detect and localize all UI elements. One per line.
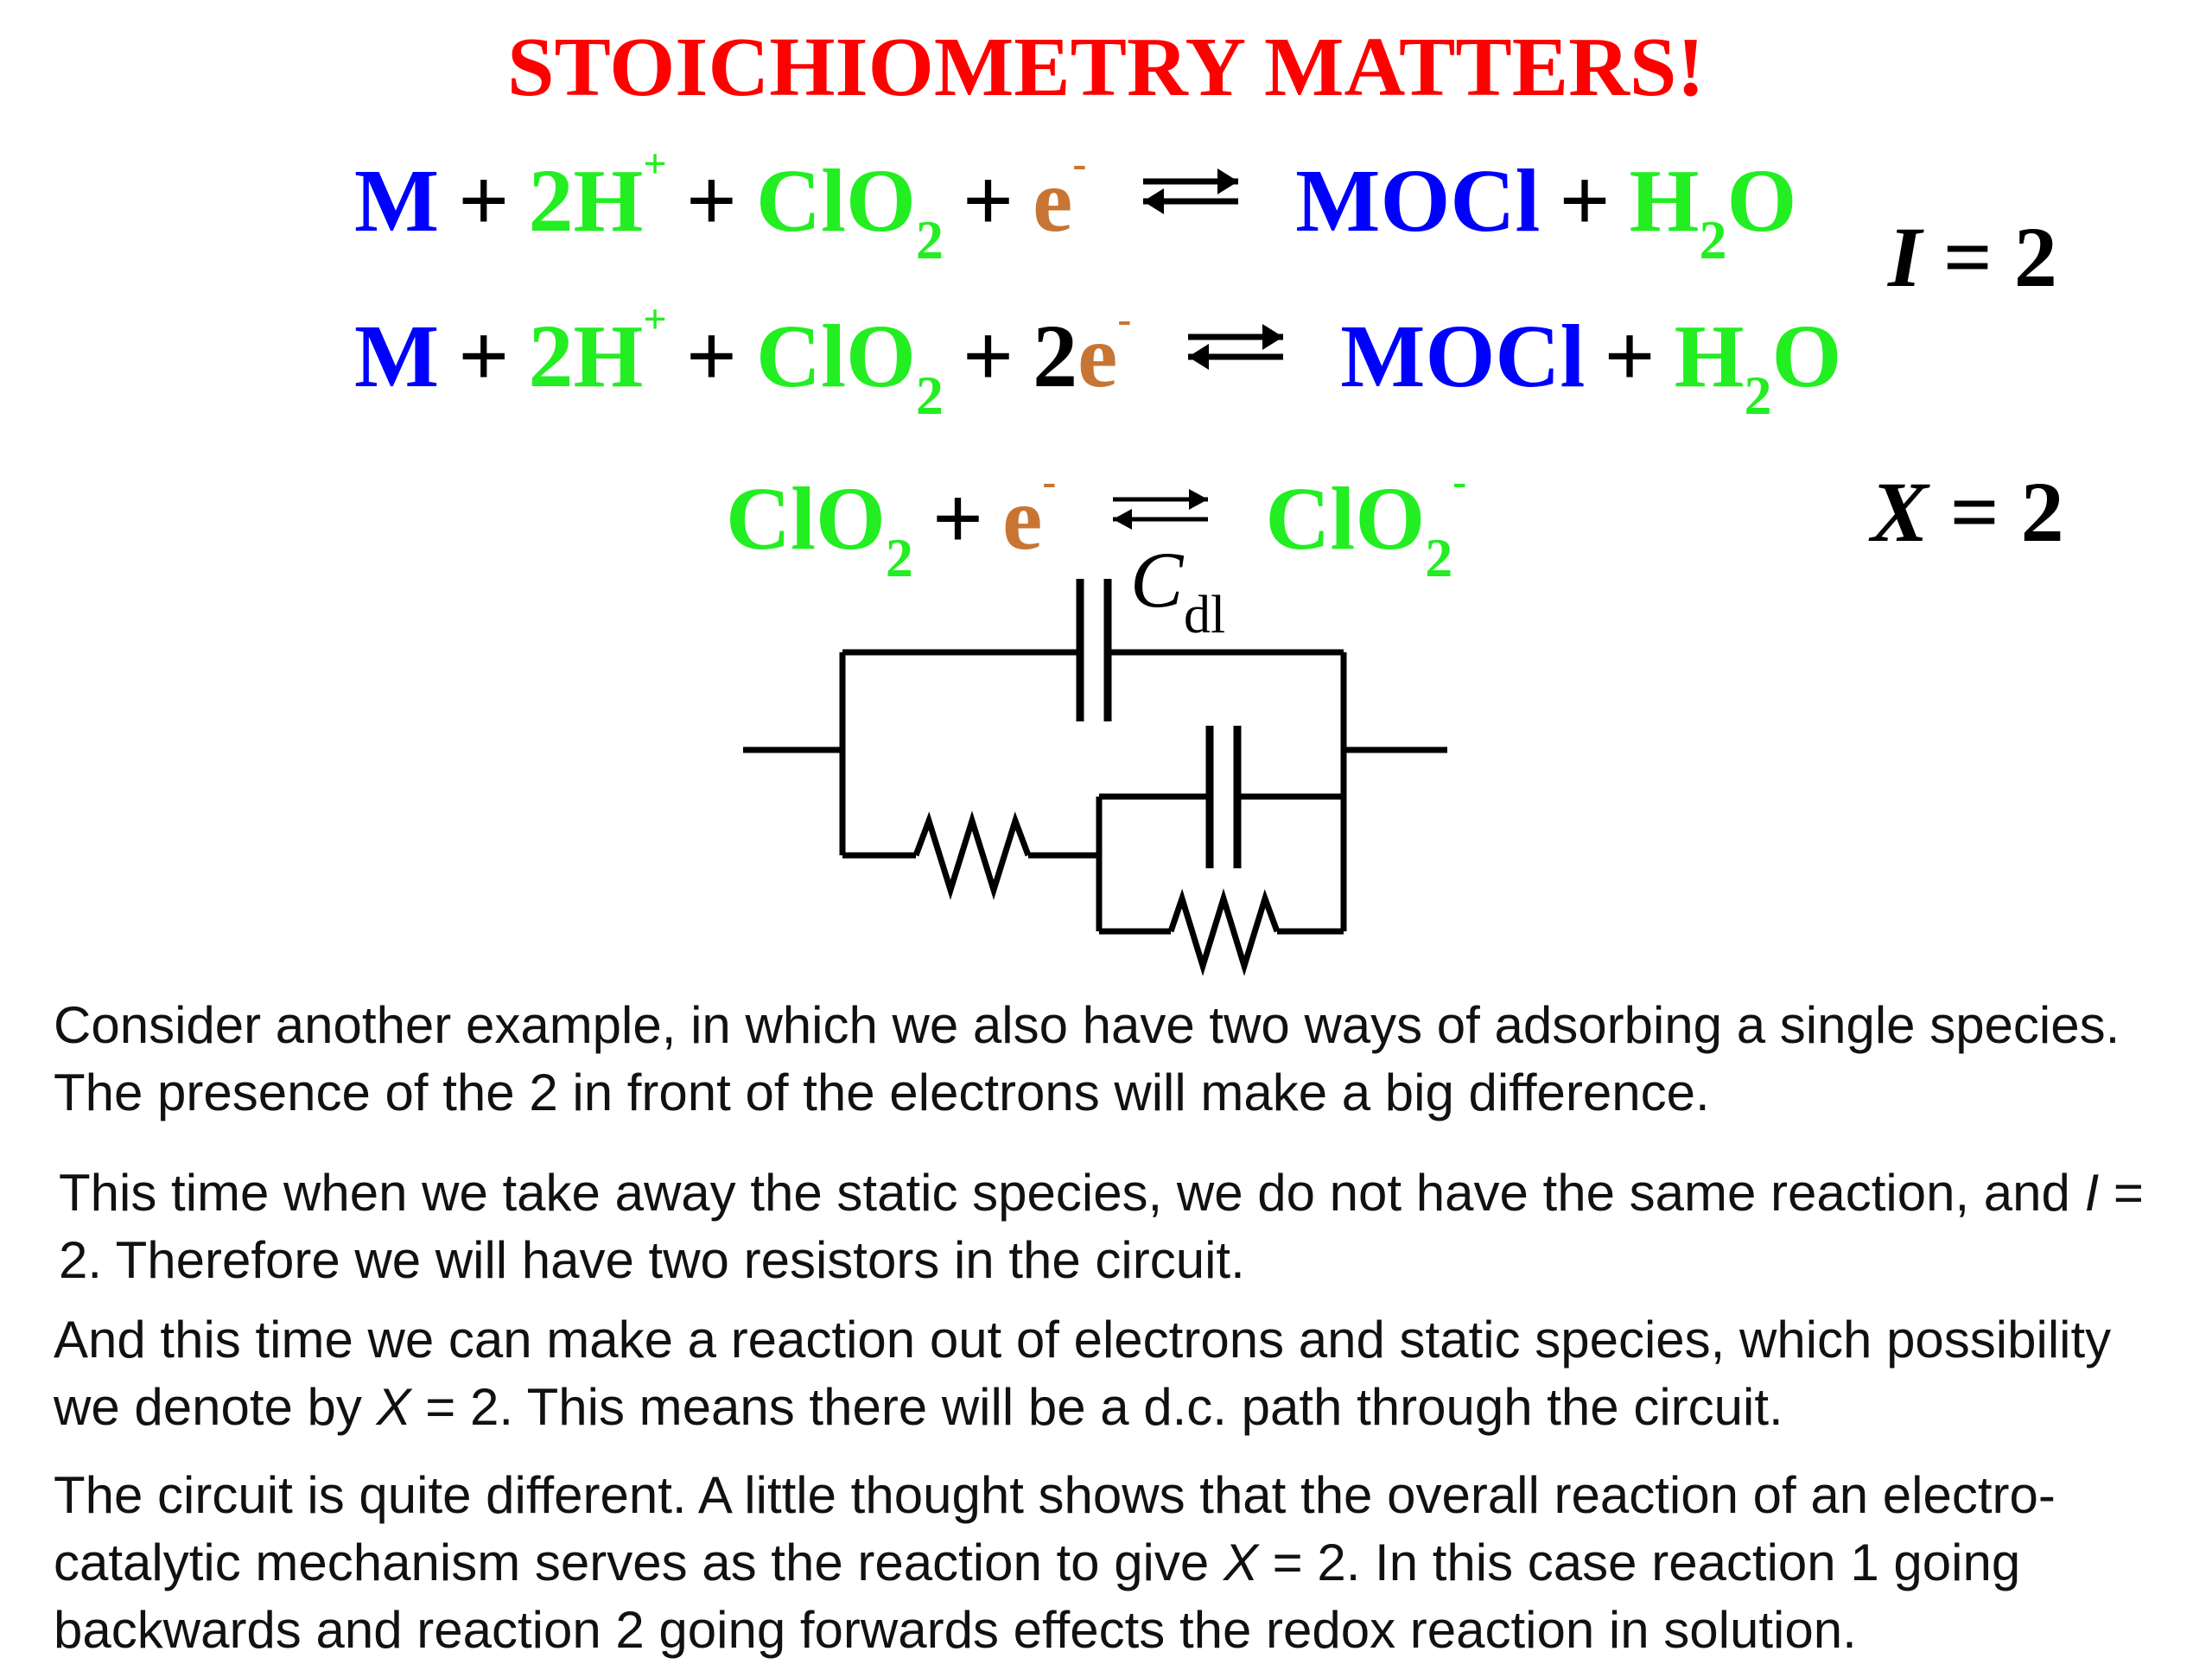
cdl-label: C [1130, 536, 1184, 624]
species-proton: 2H+ [528, 141, 667, 251]
label-x-equals: X = 2 [1871, 464, 2064, 560]
resistor-1 [916, 821, 1028, 890]
species-proton: 2H+ [528, 296, 667, 406]
paragraph-3: And this time we can make a reaction out of electrons and static species, which possibility we denote by X = 2. This means there will be a d.c. path through the circuit. [54, 1311, 2112, 1436]
paragraph-1: Consider another example, in which we also have two ways of adsorbing a single species. The presence of the 2 in front of the electrons will make a big difference. [54, 996, 2120, 1121]
species-clo2: ClO$_2$ [726, 469, 913, 588]
species-clo2: ClO$_2$ [755, 151, 944, 270]
species-mocl: MOCl [1340, 307, 1586, 406]
reaction-2: M + 2H+ + ClO$_2$ + 2e- MOCl + $H_2O$ [354, 296, 1842, 426]
species-m: M [354, 307, 440, 406]
electron-coefficient: 2 [1033, 307, 1078, 406]
reaction-3: ClO$_2$ + e- ClO$_2$- [726, 459, 1467, 588]
species-electron: e- [1077, 296, 1132, 406]
species-water: $H_2O$ [1629, 151, 1797, 270]
species-electron: e- [1002, 459, 1057, 568]
species-chlorite: ClO$_2$- [1265, 459, 1467, 588]
species-electron: e- [1033, 141, 1087, 251]
capacitor-2 [1210, 726, 1237, 868]
species-mocl: MOCl [1295, 151, 1541, 251]
species-water: $H_2O$ [1674, 307, 1842, 426]
cdl-subscript: dl [1184, 586, 1226, 645]
resistor-2 [1171, 899, 1277, 966]
species-m: M [354, 151, 440, 251]
paragraph-4: The circuit is quite different. A little thought shows that the overall reaction of an electro-catalytic mechanism serves as the reaction to give X = 2. In this case reaction 1 going backwards and reaction 2 going forwards effects the redox reaction in solution. [54, 1466, 2056, 1659]
species-clo2: ClO$_2$ [755, 307, 944, 426]
page-title: STOICHIOMETRY MATTERS! [506, 21, 1706, 114]
capacitor-cdl [1080, 579, 1108, 721]
label-i-equals: I = 2 [1888, 209, 2057, 305]
reaction-1: M + 2H+ + ClO$_2$ + e- MOCl + $H_2O$ [354, 141, 1797, 270]
paragraph-2: This time when we take away the static species, we do not have the same reaction, and I = 2. Therefore we will have two resistors in the circuit. [59, 1164, 2144, 1289]
